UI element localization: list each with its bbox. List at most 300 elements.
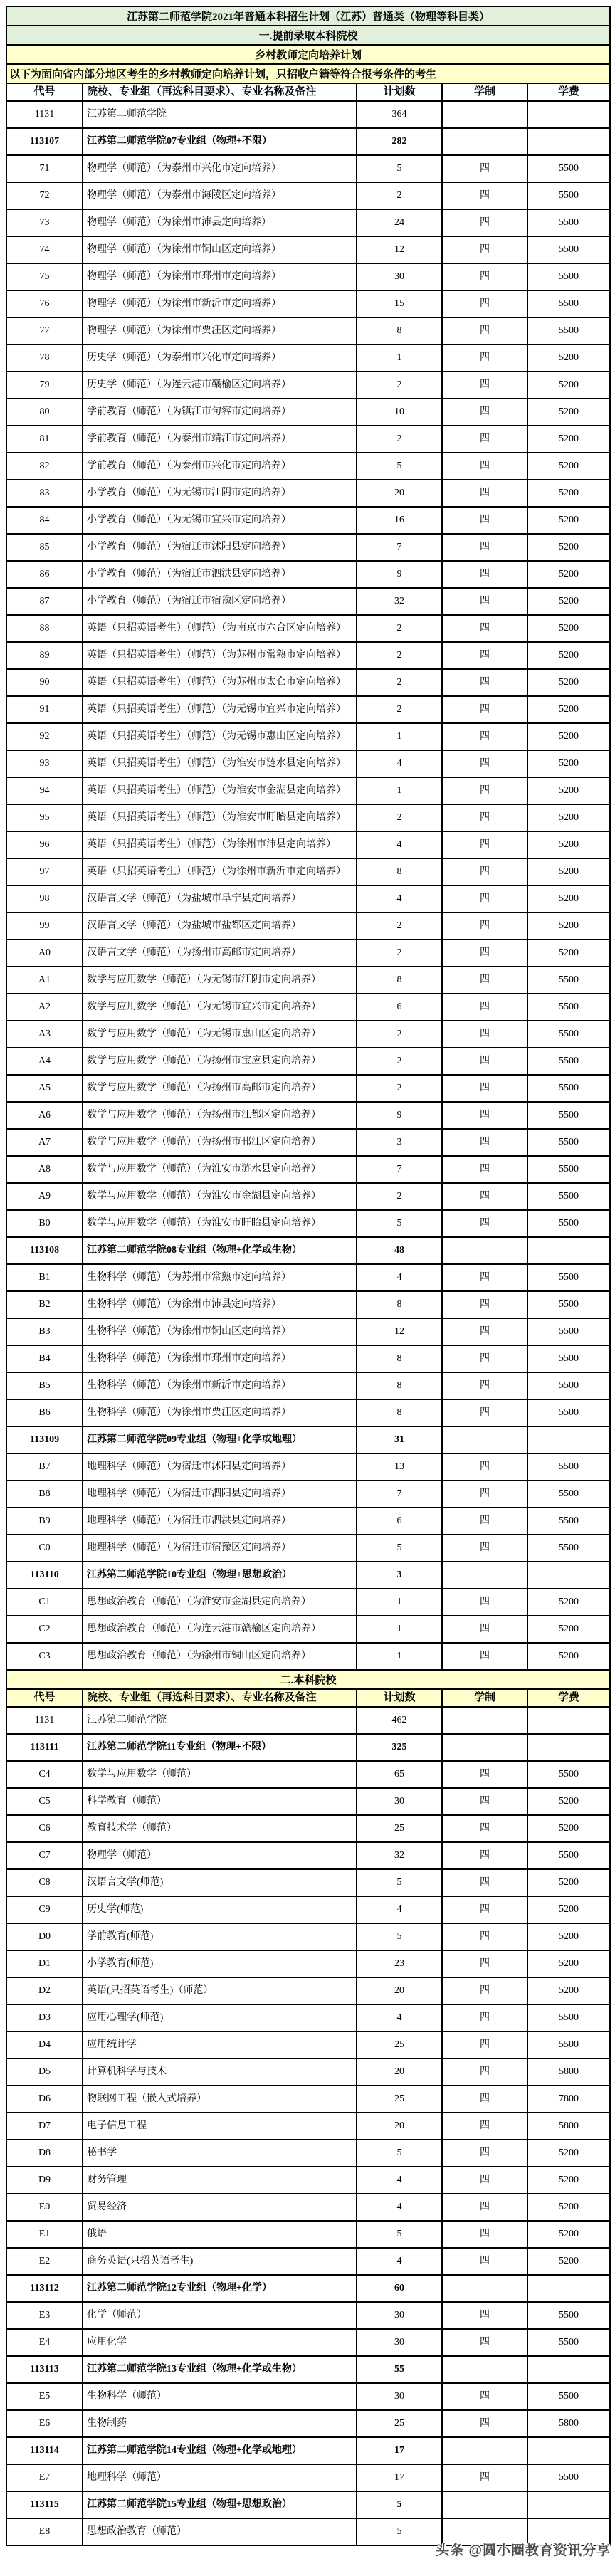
table-row [7, 2438, 611, 2465]
cell-years: 四 [443, 1789, 528, 1816]
cell-name: 物理学（师范）（为徐州市邳州市定向培养） [83, 264, 357, 291]
cell-plan: 4 [357, 832, 443, 859]
cell-fee [528, 1708, 611, 1735]
cell-fee: 5200 [528, 508, 611, 535]
cell-plan: 4 [357, 886, 443, 913]
cell-plan: 13 [357, 1454, 443, 1481]
cell-name: 英语（只招英语考生）（师范）（为淮安市盱眙县定向培养） [83, 805, 357, 832]
cell-years: 四 [443, 453, 528, 480]
cell-code: A4 [7, 1048, 83, 1076]
cell-code: A6 [7, 1103, 83, 1130]
cell-name: 俄语 [83, 2222, 357, 2249]
cell-code: 95 [7, 805, 83, 832]
cell-plan: 5 [357, 2140, 443, 2167]
cell-years: 四 [443, 264, 528, 291]
cell-plan: 20 [357, 2113, 443, 2140]
cell-name: 生物科学（师范）（为徐州市邳州市定向培养） [83, 1346, 357, 1373]
cell-plan: 462 [357, 1708, 443, 1735]
cell-name: 英语（只招英语考生）（师范）（为淮安市金湖县定向培养） [83, 778, 357, 805]
cell-plan: 325 [357, 1735, 443, 1762]
table-row [7, 480, 611, 508]
cell-plan: 3 [357, 1130, 443, 1157]
cell-years: 四 [443, 399, 528, 426]
cell-plan: 9 [357, 1103, 443, 1130]
cell-code: 82 [7, 453, 83, 480]
cell-name: 小学教育（师范）（为宿迁市沭阳县定向培养） [83, 535, 357, 562]
admission-plan-table [6, 6, 611, 2546]
cell-years: 四 [443, 508, 528, 535]
cell-name: 英语（只招英语考生）（师范）（为南京市六合区定向培养） [83, 616, 357, 643]
cell-code: A3 [7, 1021, 83, 1048]
cell-plan: 8 [357, 1292, 443, 1319]
header-code: 代号 [7, 84, 83, 102]
cell-fee: 5200 [528, 1589, 611, 1616]
cell-code: C9 [7, 1897, 83, 1924]
cell-years: 四 [443, 1400, 528, 1427]
table-row [7, 832, 611, 859]
cell-years: 四 [443, 426, 528, 453]
cell-plan: 8 [357, 859, 443, 886]
cell-plan: 2 [357, 1184, 443, 1211]
table-row [7, 994, 611, 1021]
cell-name: 小学教育(师范) [83, 1951, 357, 1978]
cell-name: 江苏第二师范学院10专业组（物理+思想政治） [83, 1562, 357, 1589]
cell-plan: 8 [357, 1373, 443, 1400]
cell-fee: 5200 [528, 426, 611, 453]
cell-plan: 5 [357, 156, 443, 183]
cell-years: 四 [443, 2059, 528, 2086]
cell-plan: 7 [357, 1481, 443, 1508]
cell-years: 四 [443, 1616, 528, 1644]
cell-name: 江苏第二师范学院 [83, 1708, 357, 1735]
header-plan: 计划数 [357, 84, 443, 102]
cell-name: 地理科学（师范）（为宿迁市泗洪县定向培养） [83, 1508, 357, 1535]
cell-name: 江苏第二师范学院15专业组（物理+思想政治） [83, 2492, 357, 2519]
cell-plan: 5 [357, 1924, 443, 1951]
cell-years: 四 [443, 967, 528, 994]
cell-plan: 30 [357, 1789, 443, 1816]
cell-plan: 5 [357, 1211, 443, 1238]
cell-plan: 15 [357, 291, 443, 318]
cell-fee: 5800 [528, 2411, 611, 2438]
cell-years [443, 2438, 528, 2465]
cell-fee: 5800 [528, 2059, 611, 2086]
cell-name: 小学教育（师范）（为宿迁市泗洪县定向培养） [83, 562, 357, 589]
cell-plan: 1 [357, 345, 443, 372]
cell-fee: 5200 [528, 345, 611, 372]
table-row [7, 697, 611, 724]
cell-code: 91 [7, 697, 83, 724]
cell-plan: 8 [357, 967, 443, 994]
cell-code: 79 [7, 372, 83, 399]
cell-plan: 12 [357, 237, 443, 264]
cell-years: 四 [443, 372, 528, 399]
cell-years: 四 [443, 1843, 528, 1870]
cell-name: 思想政治教育（师范） [83, 2519, 357, 2546]
table-row [7, 2005, 611, 2032]
table-row [7, 1870, 611, 1897]
table-row [7, 1589, 611, 1616]
cell-plan: 9 [357, 562, 443, 589]
cell-fee: 5200 [528, 697, 611, 724]
cell-plan: 2 [357, 372, 443, 399]
cell-plan: 32 [357, 589, 443, 616]
cell-years: 四 [443, 1508, 528, 1535]
cell-fee: 5200 [528, 535, 611, 562]
cell-name: 数学与应用数学（师范）（为扬州市高邮市定向培养） [83, 1076, 357, 1103]
cell-name: 小学教育（师范）（为无锡市江阴市定向培养） [83, 480, 357, 508]
cell-name: 江苏第二师范学院12专业组（物理+化学） [83, 2276, 357, 2303]
cell-years: 四 [443, 1897, 528, 1924]
cell-code: C7 [7, 1843, 83, 1870]
cell-plan: 20 [357, 480, 443, 508]
cell-plan: 5 [357, 1535, 443, 1562]
cell-name: 江苏第二师范学院09专业组（物理+化学或地理） [83, 1427, 357, 1454]
cell-name: 学前教育(师范) [83, 1924, 357, 1951]
cell-name: 地理科学（师范）（为宿迁市泗阳县定向培养） [83, 1481, 357, 1508]
cell-fee [528, 2492, 611, 2519]
cell-years: 四 [443, 697, 528, 724]
table-row [7, 210, 611, 237]
table-row [7, 1508, 611, 1535]
cell-code: 90 [7, 670, 83, 697]
cell-years: 四 [443, 1103, 528, 1130]
table-row [7, 1021, 611, 1048]
cell-years: 四 [443, 940, 528, 967]
cell-years: 四 [443, 2113, 528, 2140]
cell-plan: 12 [357, 1319, 443, 1346]
header-row-section2 [7, 1690, 611, 1708]
cell-plan: 8 [357, 318, 443, 345]
cell-name: 英语（只招英语考生）（师范）（为徐州市新沂市定向培养） [83, 859, 357, 886]
cell-fee: 5200 [528, 2222, 611, 2249]
header-row-section1 [7, 84, 611, 102]
cell-name: 英语（只招英语考生）（师范）（为苏州市太仓市定向培养） [83, 670, 357, 697]
cell-plan: 6 [357, 1508, 443, 1535]
cell-fee: 5500 [528, 1130, 611, 1157]
cell-plan: 4 [357, 2194, 443, 2222]
cell-fee: 5500 [528, 1157, 611, 1184]
cell-code: 113111 [7, 1735, 83, 1762]
cell-years: 四 [443, 1870, 528, 1897]
cell-name: 学前教育（师范）（为泰州市靖江市定向培养） [83, 426, 357, 453]
cell-name: 江苏第二师范学院07专业组（物理+不限） [83, 129, 357, 156]
cell-years: 四 [443, 2140, 528, 2167]
cell-name: 地理科学（师范） [83, 2465, 357, 2492]
cell-name: 物理学（师范）（为泰州市兴化市定向培养） [83, 156, 357, 183]
cell-name: 英语（只招英语考生）（师范）（为徐州市沛县定向培养） [83, 832, 357, 859]
section2-heading: 二.本科院校 [7, 1671, 611, 1690]
cell-name: 小学教育（师范）（为宿迁市宿豫区定向培养） [83, 589, 357, 616]
cell-code: B3 [7, 1319, 83, 1346]
cell-fee: 5500 [528, 1535, 611, 1562]
cell-code: 81 [7, 426, 83, 453]
cell-name: 思想政治教育（师范）（为徐州市铜山区定向培养） [83, 1644, 357, 1671]
cell-fee: 5200 [528, 724, 611, 751]
cell-code: 1131 [7, 1708, 83, 1735]
cell-name: 历史学(师范) [83, 1897, 357, 1924]
cell-fee: 5200 [528, 399, 611, 426]
table-row [7, 1103, 611, 1130]
cell-plan: 364 [357, 102, 443, 129]
table-row [7, 372, 611, 399]
cell-years: 四 [443, 1589, 528, 1616]
cell-name: 英语（只招英语考生）（师范）（为无锡市宜兴市定向培养） [83, 697, 357, 724]
table-title: 江苏第二师范学院2021年普通本科招生计划（江苏）普通类（物理等科目类） [7, 7, 611, 26]
cell-code: 92 [7, 724, 83, 751]
cell-code: D0 [7, 1924, 83, 1951]
table-row [7, 535, 611, 562]
cell-years: 四 [443, 1373, 528, 1400]
cell-plan: 30 [357, 264, 443, 291]
cell-plan: 1 [357, 778, 443, 805]
cell-name: 应用化学 [83, 2330, 357, 2357]
cell-name: 商务英语(只招英语考生) [83, 2249, 357, 2276]
cell-plan: 2 [357, 805, 443, 832]
cell-code: D1 [7, 1951, 83, 1978]
cell-fee: 5500 [528, 2032, 611, 2059]
cell-years: 四 [443, 589, 528, 616]
cell-years: 四 [443, 1292, 528, 1319]
cell-fee: 5500 [528, 1454, 611, 1481]
cell-plan: 3 [357, 1562, 443, 1589]
cell-fee: 5500 [528, 2465, 611, 2492]
cell-name: 英语（只招英语考生）（师范）（为无锡市惠山区定向培养） [83, 724, 357, 751]
cell-code: C2 [7, 1616, 83, 1644]
table-row [7, 1816, 611, 1843]
cell-name: 物理学（师范）（为徐州市新沂市定向培养） [83, 291, 357, 318]
cell-fee: 5200 [528, 616, 611, 643]
header-years: 学制 [443, 1690, 528, 1708]
cell-plan: 2 [357, 697, 443, 724]
cell-years: 四 [443, 2086, 528, 2113]
cell-fee: 5500 [528, 1021, 611, 1048]
table-row [7, 1346, 611, 1373]
cell-code: 80 [7, 399, 83, 426]
cell-years: 四 [443, 913, 528, 940]
cell-plan: 24 [357, 210, 443, 237]
cell-fee: 5200 [528, 886, 611, 913]
cell-fee: 5200 [528, 562, 611, 589]
table-row [7, 2194, 611, 2222]
cell-fee: 5500 [528, 1762, 611, 1789]
cell-code: 113113 [7, 2357, 83, 2384]
cell-fee: 5200 [528, 1644, 611, 1671]
table-row [7, 2167, 611, 2194]
cell-name: 数学与应用数学（师范） [83, 1762, 357, 1789]
cell-plan: 5 [357, 2492, 443, 2519]
cell-years: 四 [443, 210, 528, 237]
table-row [7, 2303, 611, 2330]
cell-code: 78 [7, 345, 83, 372]
cell-years: 四 [443, 2222, 528, 2249]
cell-fee: 5500 [528, 2384, 611, 2411]
cell-years: 四 [443, 805, 528, 832]
cell-fee: 5200 [528, 805, 611, 832]
cell-years: 四 [443, 1924, 528, 1951]
cell-plan: 1 [357, 1589, 443, 1616]
cell-name: 思想政治教育（师范）（为连云港市赣榆区定向培养） [83, 1616, 357, 1644]
cell-years: 四 [443, 1211, 528, 1238]
section2-rows [7, 1708, 611, 2546]
cell-years: 四 [443, 643, 528, 670]
table-row [7, 967, 611, 994]
cell-fee: 5200 [528, 1978, 611, 2005]
cell-code: E7 [7, 2465, 83, 2492]
cell-years: 四 [443, 562, 528, 589]
cell-plan: 2 [357, 670, 443, 697]
cell-plan: 4 [357, 2249, 443, 2276]
table-row [7, 102, 611, 129]
cell-name: 贸易经济 [83, 2194, 357, 2222]
table-row [7, 1184, 611, 1211]
cell-plan: 4 [357, 1265, 443, 1292]
table-row [7, 2059, 611, 2086]
cell-code: 83 [7, 480, 83, 508]
cell-years: 四 [443, 1454, 528, 1481]
cell-years: 四 [443, 886, 528, 913]
cell-plan: 8 [357, 1346, 443, 1373]
table-row [7, 2113, 611, 2140]
cell-name: 生物科学（师范）（为徐州市铜山区定向培养） [83, 1319, 357, 1346]
cell-code: 99 [7, 913, 83, 940]
cell-fee: 5500 [528, 1292, 611, 1319]
cell-code: 75 [7, 264, 83, 291]
cell-name: 英语(只招英语考生)（师范） [83, 1978, 357, 2005]
table-row [7, 2032, 611, 2059]
cell-years [443, 129, 528, 156]
cell-code: 1131 [7, 102, 83, 129]
table-row [7, 1978, 611, 2005]
cell-years: 四 [443, 1184, 528, 1211]
header-fee: 学费 [528, 84, 611, 102]
cell-plan: 30 [357, 2303, 443, 2330]
cell-code: B9 [7, 1508, 83, 1535]
cell-plan: 20 [357, 2059, 443, 2086]
cell-plan: 10 [357, 399, 443, 426]
cell-code: 77 [7, 318, 83, 345]
cell-code: D3 [7, 2005, 83, 2032]
cell-code: A8 [7, 1157, 83, 1184]
table-row [7, 1238, 611, 1265]
cell-name: 物理学（师范）（为徐州市贾汪区定向培养） [83, 318, 357, 345]
cell-plan: 2 [357, 1048, 443, 1076]
cell-fee: 5200 [528, 1897, 611, 1924]
cell-name: 数学与应用数学（师范）（为淮安市涟水县定向培养） [83, 1157, 357, 1184]
cell-years [443, 2492, 528, 2519]
cell-code: D5 [7, 2059, 83, 2086]
cell-plan: 4 [357, 2167, 443, 2194]
table-row [7, 1897, 611, 1924]
cell-code: D2 [7, 1978, 83, 2005]
table-row [7, 2411, 611, 2438]
cell-plan: 4 [357, 1897, 443, 1924]
cell-years [443, 1238, 528, 1265]
table-row [7, 1427, 611, 1454]
cell-fee: 5500 [528, 291, 611, 318]
table-row [7, 1319, 611, 1346]
cell-name: 数学与应用数学（师范）（为无锡市江阴市定向培养） [83, 967, 357, 994]
cell-name: 物理学（师范） [83, 1843, 357, 1870]
cell-years: 四 [443, 1535, 528, 1562]
table-row [7, 562, 611, 589]
table-row [7, 399, 611, 426]
header-code: 代号 [7, 1690, 83, 1708]
table-row [7, 886, 611, 913]
cell-code: 96 [7, 832, 83, 859]
table-row [7, 1562, 611, 1589]
cell-code: C1 [7, 1589, 83, 1616]
cell-name: 汉语言文学（师范）（为扬州市高邮市定向培养） [83, 940, 357, 967]
table-row [7, 345, 611, 372]
cell-fee: 5500 [528, 1346, 611, 1373]
table-row [7, 318, 611, 345]
cell-plan: 6 [357, 994, 443, 1021]
cell-fee [528, 1735, 611, 1762]
cell-name: 生物制药 [83, 2411, 357, 2438]
cell-years [443, 1427, 528, 1454]
table-row [7, 724, 611, 751]
cell-name: 数学与应用数学（师范）（为淮安市盱眙县定向培养） [83, 1211, 357, 1238]
cell-years: 四 [443, 2249, 528, 2276]
cell-plan: 20 [357, 1978, 443, 2005]
cell-code: 89 [7, 643, 83, 670]
table-row [7, 129, 611, 156]
cell-plan: 4 [357, 2005, 443, 2032]
cell-plan: 32 [357, 1843, 443, 1870]
cell-code: B7 [7, 1454, 83, 1481]
cell-years: 四 [443, 670, 528, 697]
cell-code: 97 [7, 859, 83, 886]
cell-name: 生物科学（师范） [83, 2384, 357, 2411]
cell-code: A7 [7, 1130, 83, 1157]
cell-fee [528, 102, 611, 129]
cell-fee: 5200 [528, 1951, 611, 1978]
cell-fee [528, 2357, 611, 2384]
table-row [7, 1048, 611, 1076]
cell-fee: 5200 [528, 1616, 611, 1644]
cell-years: 四 [443, 2303, 528, 2330]
cell-fee: 5200 [528, 940, 611, 967]
table-row [7, 1292, 611, 1319]
cell-code: A2 [7, 994, 83, 1021]
cell-plan: 30 [357, 2384, 443, 2411]
cell-name: 数学与应用数学（师范）（为无锡市宜兴市定向培养） [83, 994, 357, 1021]
cell-fee: 5200 [528, 372, 611, 399]
cell-plan: 4 [357, 751, 443, 778]
cell-code: D8 [7, 2140, 83, 2167]
cell-years: 四 [443, 291, 528, 318]
cell-years: 四 [443, 1130, 528, 1157]
cell-fee: 5500 [528, 1048, 611, 1076]
cell-code: B4 [7, 1346, 83, 1373]
cell-name: 计算机科学与技术 [83, 2059, 357, 2086]
cell-fee: 7800 [528, 2086, 611, 2113]
cell-years: 四 [443, 2465, 528, 2492]
table-row [7, 264, 611, 291]
table-row [7, 508, 611, 535]
table-row [7, 2465, 611, 2492]
eligibility-note: 以下为面向省内部分地区考生的乡村教师定向培养计划，只招收户籍等符合报考条件的考生 [7, 65, 611, 84]
cell-code: 98 [7, 886, 83, 913]
cell-fee: 5500 [528, 2303, 611, 2330]
header-plan: 计划数 [357, 1690, 443, 1708]
cell-name: 应用统计学 [83, 2032, 357, 2059]
cell-plan: 1 [357, 724, 443, 751]
cell-fee: 5500 [528, 1076, 611, 1103]
cell-fee: 5500 [528, 318, 611, 345]
cell-years: 四 [443, 1157, 528, 1184]
